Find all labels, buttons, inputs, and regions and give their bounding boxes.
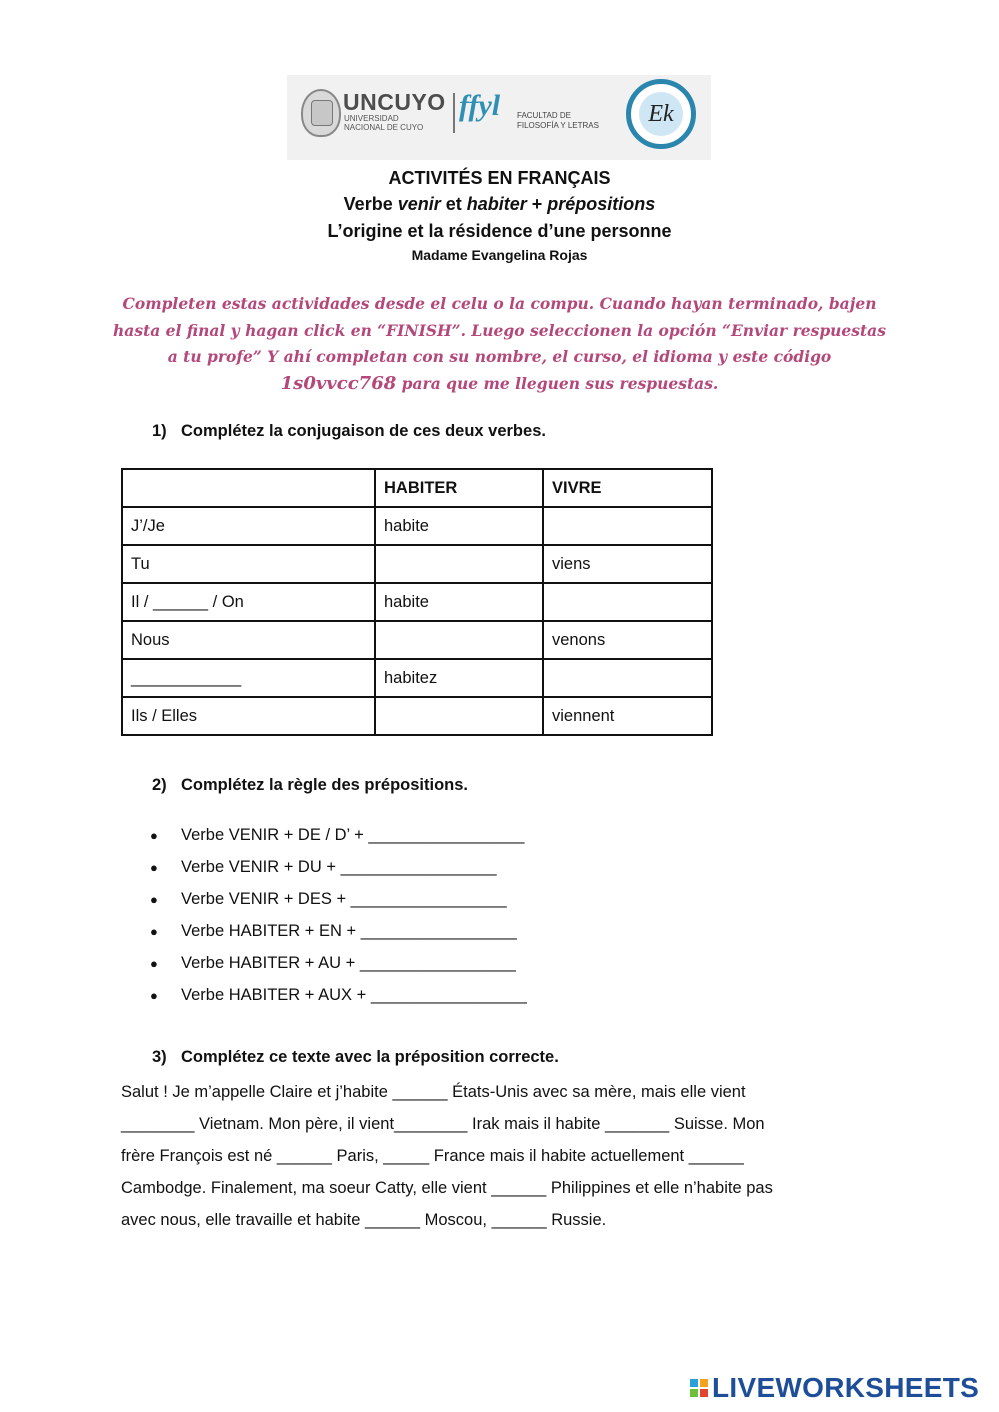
bullet-icon: ● bbox=[150, 828, 158, 843]
table-cell-pronoun[interactable]: Il / ______ / On bbox=[122, 583, 375, 621]
table-row bbox=[122, 697, 712, 735]
list-item[interactable] bbox=[150, 823, 527, 855]
section-number: 2) bbox=[152, 776, 167, 794]
subtitle-habiter: habiter bbox=[466, 194, 527, 214]
faculty-name: FACULTAD DE FILOSOFÍA Y LETRAS bbox=[517, 111, 599, 130]
list-item[interactable] bbox=[150, 887, 527, 919]
instructions-part: para que me lleguen sus respuestas. bbox=[396, 373, 719, 393]
text-line[interactable]: Cambodge. Finalement, ma soeur Catty, elle vient ______ Philippines et elle n’habite pas bbox=[121, 1179, 773, 1197]
section-3-heading bbox=[152, 1048, 559, 1067]
rule-text: Verbe HABITER + EN + _________________ bbox=[181, 922, 517, 940]
table-cell-habiter[interactable] bbox=[375, 545, 543, 583]
subtitle-part: + bbox=[526, 194, 548, 214]
section-title: Complétez la règle des prépositions. bbox=[181, 776, 468, 794]
subtitle-part: et bbox=[440, 194, 467, 214]
logo-divider bbox=[453, 93, 455, 133]
rule-text: Verbe HABITER + AUX + _________________ bbox=[181, 986, 527, 1004]
table-cell-habiter[interactable] bbox=[375, 621, 543, 659]
table-row bbox=[122, 659, 712, 697]
list-item[interactable] bbox=[150, 855, 527, 887]
table-row bbox=[122, 583, 712, 621]
section-1-heading bbox=[152, 422, 546, 441]
liveworksheets-logo bbox=[690, 1373, 979, 1403]
rule-text: Verbe HABITER + AU + _________________ bbox=[181, 954, 516, 972]
section-number: 3) bbox=[152, 1048, 167, 1066]
subtitle-prepositions: prépositions bbox=[547, 194, 656, 214]
rule-text: Verbe VENIR + DU + _________________ bbox=[181, 858, 497, 876]
table-header-cell: VIVRE bbox=[543, 469, 712, 507]
table-cell-vivre[interactable] bbox=[543, 583, 712, 621]
table-cell-vivre[interactable]: venons bbox=[543, 621, 712, 659]
fill-in-text bbox=[121, 1076, 861, 1236]
university-subtitle: UNIVERSIDAD NACIONAL DE CUYO bbox=[344, 114, 424, 132]
table-cell-habiter[interactable] bbox=[375, 697, 543, 735]
table-header-row bbox=[122, 469, 712, 507]
text-line[interactable]: ________ Vietnam. Mon père, il vient________ Irak mais il habite _______ Suisse. Mon bbox=[121, 1115, 765, 1133]
table-cell-habiter[interactable]: habite bbox=[375, 507, 543, 545]
header-banner bbox=[287, 75, 711, 160]
subtitle-part: Verbe bbox=[343, 194, 398, 214]
table-header-cell: HABITER bbox=[375, 469, 543, 507]
teacher-logo-icon bbox=[626, 79, 696, 149]
table-cell-pronoun: Tu bbox=[122, 545, 375, 583]
university-seal-icon bbox=[301, 89, 341, 137]
table-row bbox=[122, 621, 712, 659]
bullet-icon: ● bbox=[150, 956, 158, 971]
section-title: Complétez ce texte avec la préposition correcte. bbox=[181, 1048, 559, 1066]
liveworksheets-blocks-icon bbox=[690, 1379, 708, 1397]
worksheet-title: ACTIVITÉS EN FRANÇAIS bbox=[388, 168, 611, 188]
section-number: 1) bbox=[152, 422, 167, 440]
faculty-logo: ffyl bbox=[459, 89, 501, 122]
rule-text: Verbe VENIR + DE / D’ + _________________ bbox=[181, 826, 525, 844]
instructions-text bbox=[110, 291, 889, 397]
section-2-heading bbox=[152, 776, 468, 795]
text-line[interactable]: frère François est né ______ Paris, _____ France mais il habite actuellement ______ bbox=[121, 1147, 744, 1165]
table-cell-habiter[interactable]: habite bbox=[375, 583, 543, 621]
preposition-rules-list bbox=[150, 823, 527, 1015]
table-cell-pronoun: Nous bbox=[122, 621, 375, 659]
list-item[interactable] bbox=[150, 919, 527, 951]
bullet-icon: ● bbox=[150, 860, 158, 875]
university-name: UNCUYO bbox=[343, 89, 446, 115]
list-item[interactable] bbox=[150, 951, 527, 983]
table-cell-vivre[interactable] bbox=[543, 659, 712, 697]
bullet-icon: ● bbox=[150, 892, 158, 907]
table-header-cell bbox=[122, 469, 375, 507]
table-cell-habiter[interactable]: habitez bbox=[375, 659, 543, 697]
table-cell-pronoun[interactable]: ____________ bbox=[122, 659, 375, 697]
table-cell-pronoun: J’/Je bbox=[122, 507, 375, 545]
table-cell-vivre[interactable]: viens bbox=[543, 545, 712, 583]
table-cell-vivre[interactable] bbox=[543, 507, 712, 545]
teacher-logo-letters: Ek bbox=[639, 92, 683, 136]
subtitle-venir: venir bbox=[397, 194, 441, 214]
liveworksheets-brand: LIVEWORKSHEETS bbox=[712, 1372, 980, 1403]
submission-code: 1s0vvcc768 bbox=[280, 372, 397, 394]
table-row bbox=[122, 507, 712, 545]
worksheet-subtitle bbox=[0, 194, 999, 215]
teacher-name: Madame Evangelina Rojas bbox=[411, 247, 588, 263]
table-row bbox=[122, 545, 712, 583]
text-line[interactable]: avec nous, elle travaille et habite ______ Moscou, ______ Russie. bbox=[121, 1211, 607, 1229]
table-cell-pronoun: Ils / Elles bbox=[122, 697, 375, 735]
bullet-icon: ● bbox=[150, 988, 158, 1003]
list-item[interactable] bbox=[150, 983, 527, 1015]
worksheet-topic: L’origine et la résidence d’une personne bbox=[327, 221, 672, 241]
conjugation-table bbox=[121, 468, 713, 736]
bullet-icon: ● bbox=[150, 924, 158, 939]
section-title: Complétez la conjugaison de ces deux verbes. bbox=[181, 422, 546, 440]
rule-text: Verbe VENIR + DES + _________________ bbox=[181, 890, 507, 908]
table-cell-vivre[interactable]: viennent bbox=[543, 697, 712, 735]
text-line[interactable]: Salut ! Je m’appelle Claire et j’habite ______ États-Unis avec sa mère, mais elle vient bbox=[121, 1083, 746, 1101]
instructions-part: Completen estas actividades desde el celu o la compu. Cuando hayan terminado, bajen hasta el final y hagan click en “FINISH”. Luego seleccionen la opción “Enviar respuestas a tu profe” Y ahí completan con su nombre, el curso, el idioma y este código bbox=[113, 294, 886, 366]
